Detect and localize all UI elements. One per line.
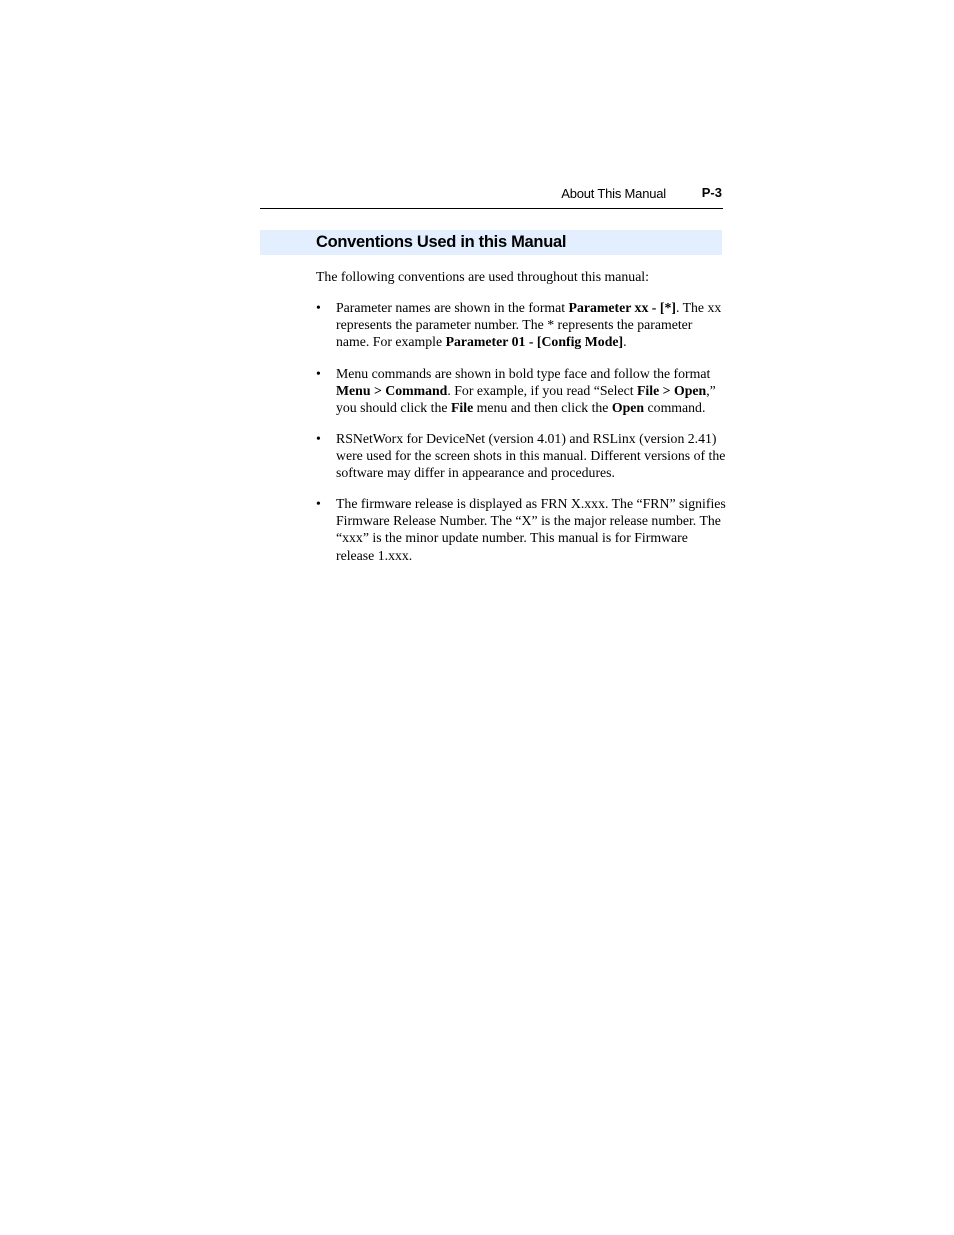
bold-term: Menu > Command [336,383,448,399]
bold-term: Parameter xx - [*] [568,300,676,315]
section-heading: Conventions Used in this Manual [316,233,567,251]
page-number: P-3 [701,185,722,200]
bold-term: File > Open [637,383,707,399]
bold-term: File [450,400,474,416]
bullet-mark: • [316,496,321,511]
bullet-mark: • [316,366,321,381]
bullet-text: Parameter names are shown in the format Parameter xx - [*]. The xx represents the parameter number. The * represents the parameter name. For example Parameter 01 - [Config Mode]. [336,300,722,350]
running-header [260,184,723,209]
bullet-mark: • [316,431,321,446]
bullet-text: RSNetWorx for DeviceNet (version 4.01) and RSLinx (version 2.41) were used for the screen shots in this manual. Different versions of the software may differ in appearance and procedures. [336,431,726,481]
bold-term: Open [611,400,645,416]
bullet-text: Menu commands are shown in bold type face and follow the format Menu > Command. For example, if you read “Select File > Open,” you should click the File menu and then click the Open command. [336,366,716,416]
bullet-mark: • [316,300,321,315]
section-heading-band [260,230,722,255]
bold-term: Parameter 01 - [Config Mode] [445,334,624,350]
bullet-text: The firmware release is displayed as FRN X.xxx. The “FRN” signifies Firmware Release Number. The “X” is the major release number. The “xxx” is the minor update number. This manual is for Firmware release 1.xxx. [336,496,726,563]
header-title: About This Manual [561,186,666,201]
intro-paragraph: The following conventions are used throughout this manual: [316,269,649,284]
